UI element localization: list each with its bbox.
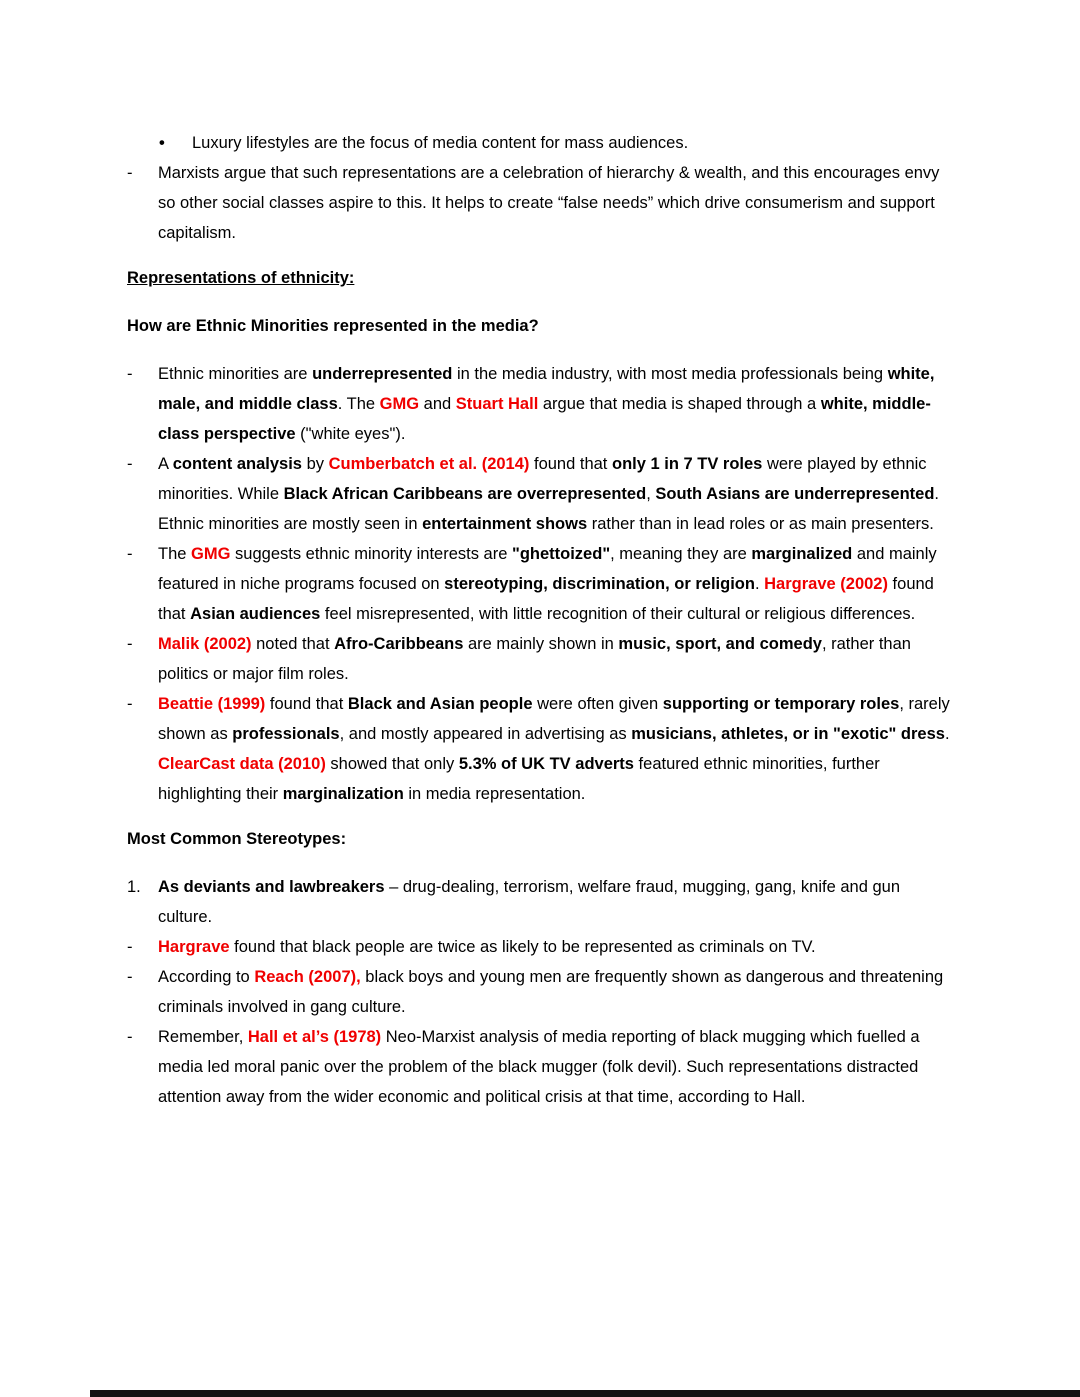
text-run: Luxury lifestyles are the focus of media content for mass audiences. — [192, 134, 689, 152]
text-run: in media representation. — [403, 785, 586, 803]
text-run: , rather than politics or major film roles. — [158, 635, 911, 683]
text-run: How are Ethnic Minorities represented in the media? — [127, 317, 539, 335]
text-run: . — [754, 575, 765, 593]
text-run: Black and Asian people — [347, 695, 533, 713]
text-run: found that — [265, 695, 348, 713]
text-run: found that black people are twice as likely to be represented as criminals on TV. — [229, 938, 816, 956]
text-run: Afro-Caribbeans — [334, 635, 464, 653]
text-run: A — [158, 455, 173, 473]
section-heading — [127, 263, 955, 293]
text-run: content analysis — [172, 455, 302, 473]
text-run: Representations of ethnicity: — [127, 269, 355, 287]
text-run: GMG — [379, 395, 420, 413]
text-run: . The — [337, 395, 380, 413]
text-run: music, sport, and comedy — [618, 635, 822, 653]
text-content — [158, 1022, 955, 1112]
dash-list-item — [127, 689, 955, 809]
list-marker: - — [127, 164, 133, 182]
text-content — [192, 128, 955, 158]
list-marker: - — [127, 695, 133, 713]
text-run: ("white eyes"). — [295, 425, 406, 443]
text-run: Hargrave (2002) — [764, 575, 888, 593]
text-run: South Asians are underrepresented — [655, 485, 935, 503]
text-run: . Ethnic minorities are mostly seen in — [158, 485, 940, 533]
section-heading — [127, 311, 955, 341]
text-run: Stuart Hall — [455, 395, 539, 413]
dash-list-item — [127, 932, 955, 962]
text-run: feel misrepresented, with little recognition of their cultural or religious differences. — [320, 605, 916, 623]
text-run: Reach (2007), — [254, 968, 361, 986]
list-marker: 1. — [127, 878, 141, 896]
text-run: , meaning they are — [610, 545, 752, 563]
dash-list-item — [127, 962, 955, 1022]
text-run: musicians, athletes, or in "exotic" dress — [631, 725, 945, 743]
text-run: . — [944, 725, 950, 743]
text-run: Most Common Stereotypes: — [127, 830, 347, 848]
text-run: in the media industry, with most media professionals being — [452, 365, 888, 383]
text-run: argue that media is shaped through a — [538, 395, 821, 413]
dash-list-item — [127, 539, 955, 629]
section-heading — [127, 824, 955, 854]
list-marker: - — [127, 1028, 133, 1046]
text-run: Ethnic minorities are — [158, 365, 313, 383]
text-run: found that — [158, 575, 934, 623]
text-run: supporting or temporary roles — [662, 695, 900, 713]
text-run: , rarely shown as — [158, 695, 950, 743]
text-run: 5.3% of UK TV adverts — [458, 755, 634, 773]
dash-list-item — [127, 1022, 955, 1112]
text-run: Remember, — [158, 1028, 248, 1046]
text-run: were played by ethnic minorities. While — [158, 455, 927, 503]
dash-list-item — [127, 629, 955, 689]
text-run: Malik (2002) — [158, 635, 252, 653]
text-run: "ghettoized" — [512, 545, 611, 563]
text-run: Cumberbatch et al. (2014) — [328, 455, 530, 473]
text-run: are mainly shown in — [463, 635, 619, 653]
text-run: Black African Caribbeans are overrepresented — [283, 485, 647, 503]
text-run: showed that only — [325, 755, 459, 773]
text-run: white, male, and middle class — [158, 365, 935, 413]
text-content — [158, 689, 955, 809]
text-content — [158, 932, 955, 962]
text-run: Asian audiences — [190, 605, 321, 623]
text-run: ClearCast data (2010) — [158, 755, 326, 773]
text-content — [158, 629, 955, 689]
text-run: , and mostly appeared in advertising as — [339, 725, 632, 743]
list-marker: - — [127, 545, 133, 563]
text-run: Hargrave — [158, 938, 230, 956]
list-marker: - — [127, 365, 133, 383]
bullet-list-item — [127, 128, 955, 158]
text-run: marginalized — [751, 545, 853, 563]
text-run: black boys and young men are frequently shown as dangerous and threatening criminals involved in gang culture. — [158, 968, 944, 1016]
dash-list-item — [127, 359, 955, 449]
text-run: stereotyping, discrimination, or religion — [444, 575, 755, 593]
text-run: professionals — [232, 725, 340, 743]
text-run: by — [301, 455, 329, 473]
text-run: featured ethnic minorities, further highlighting their — [158, 755, 880, 803]
text-run: were often given — [532, 695, 663, 713]
text-run: According to — [158, 968, 255, 986]
list-marker: - — [127, 635, 133, 653]
text-run: and — [419, 395, 456, 413]
bottom-edge — [90, 1390, 1080, 1397]
text-run: entertainment shows — [422, 515, 588, 533]
text-run: Beattie (1999) — [158, 695, 266, 713]
text-content — [158, 962, 955, 1022]
text-content — [158, 158, 955, 248]
text-run: underrepresented — [312, 365, 453, 383]
list-marker: - — [127, 455, 133, 473]
text-run: , — [646, 485, 656, 503]
list-marker: - — [127, 938, 133, 956]
text-run: Neo-Marxist analysis of media reporting of black mugging which fuelled a media led moral panic over the problem of the black mugger (folk devil). Such representations distracted attention away from the wider economic and political crisis at that time, according to Hall. — [158, 1028, 920, 1106]
text-run: rather than in lead roles or as main presenters. — [587, 515, 934, 533]
text-run: – drug-dealing, terrorism, welfare fraud, mugging, gang, knife and gun culture. — [158, 878, 900, 926]
dash-list-item — [127, 449, 955, 539]
text-run: Hall et al’s (1978) — [247, 1028, 382, 1046]
text-content — [158, 449, 955, 539]
text-run: noted that — [251, 635, 335, 653]
dash-list-item — [127, 158, 955, 248]
text-content — [158, 872, 955, 932]
text-content — [158, 539, 955, 629]
text-content — [158, 359, 955, 449]
text-run: As deviants and lawbreakers — [158, 878, 385, 896]
text-run: found that — [529, 455, 612, 473]
document-body — [127, 128, 955, 1112]
text-run: GMG — [191, 545, 231, 563]
text-run: Marxists argue that such representations are a celebration of hierarchy & wealth, and this encourages envy so other social classes aspire to this. It helps to create “false needs” which drive consumerism and support capitalism. — [158, 164, 940, 242]
text-run: The — [158, 545, 192, 563]
text-run: and mainly featured in niche programs focused on — [158, 545, 937, 593]
text-run: white, middle-class perspective — [158, 395, 931, 443]
text-run: marginalization — [282, 785, 404, 803]
list-marker: - — [127, 968, 133, 986]
numbered-list-item — [127, 872, 955, 932]
text-run: suggests ethnic minority interests are — [230, 545, 512, 563]
text-run: only 1 in 7 TV roles — [611, 455, 763, 473]
list-marker: • — [159, 134, 165, 152]
